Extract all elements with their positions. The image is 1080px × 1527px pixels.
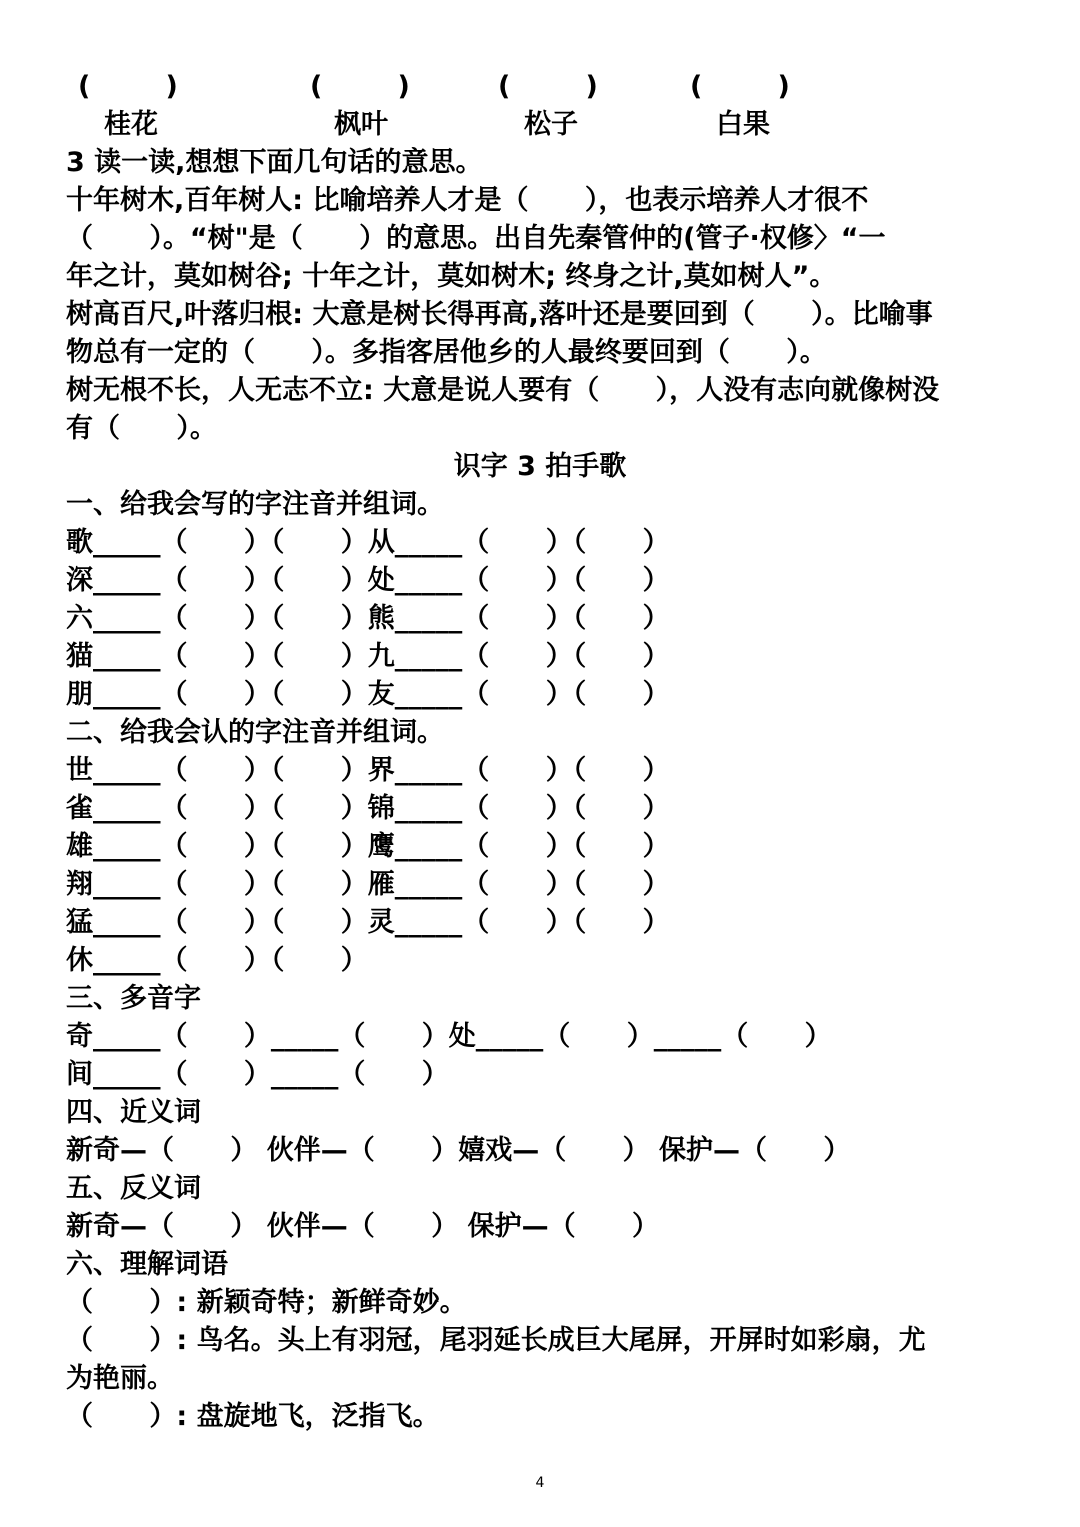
section-heading: 五、反义词 [66,1173,201,1204]
blank-parens: ( ) [78,71,178,102]
word-label: 松子 [524,109,578,140]
text-line: 为艳丽。 [66,1363,174,1394]
exercise-row: 猫_____（ ）（ ）九_____（ ）（ ） [66,641,670,672]
text-line: （ ）: 新颖奇特；新鲜奇妙。 [66,1287,467,1318]
exercise-row: 雀_____（ ）（ ）锦_____（ ）（ ） [66,793,670,824]
text-line: （ ）: 盘旋地飞，泛指飞。 [66,1401,440,1432]
exercise-row: 新奇—（ ） 伙伴—（ ）嬉戏—（ ） 保护—（ ） [66,1135,851,1166]
text-line: （ ）: 鸟名。头上有羽冠，尾羽延长成巨大尾屏，开屏时如彩扇，尤 [66,1325,926,1356]
section-heading: 四、近义词 [66,1097,201,1128]
page-number: 4 [535,1475,545,1491]
section-heading: 一、给我会写的字注音并组词。 [66,489,444,520]
text-line: （ ）。“树"是（ ）的意思。出自先秦管仲的(管子·权修〉“一 [66,223,886,254]
lesson-title: 识字 3 拍手歌 [453,451,627,482]
blank-parens: ( ) [310,71,410,102]
text-line: 十年树木,百年树人: 比喻培养人才是（ ），也表示培养人才很不 [66,185,869,216]
blank-parens: ( ) [690,71,790,102]
exercise-row: 奇_____（ ）_____（ ）处_____（ ）_____（ ） [66,1021,832,1052]
section-heading: 二、给我会认的字注音并组词。 [66,717,444,748]
text-line: 年之计，莫如树谷; 十年之计，莫如树木; 终身之计,莫如树人”。 [66,261,837,292]
text-line: 树无根不长，人无志不立: 大意是说人要有（ ），人没有志向就像树没 [66,375,940,406]
word-label: 桂花 [104,109,158,140]
text-line: 物总有一定的（ ）。多指客居他乡的人最终要回到（ ）。 [66,337,827,368]
section-heading: 三、多音字 [66,983,201,1014]
exercise-row: 歌_____（ ）（ ）从_____（ ）（ ） [66,527,670,558]
exercise-row: 新奇—（ ） 伙伴—（ ） 保护—（ ） [66,1211,659,1242]
word-label: 枫叶 [334,109,388,140]
reading-heading: 3 读一读,想想下面几句话的意思。 [66,147,483,178]
exercise-row: 六_____（ ）（ ）熊_____（ ）（ ） [66,603,670,634]
exercise-row: 世_____（ ）（ ）界_____（ ）（ ） [66,755,670,786]
exercise-row: 休_____（ ）（ ） [66,945,368,976]
exercise-row: 深_____（ ）（ ）处_____（ ）（ ） [66,565,670,596]
exercise-row: 雄_____（ ）（ ）鹰_____（ ）（ ） [66,831,670,862]
word-label: 白果 [716,109,770,140]
text-line: 有（ ）。 [66,413,217,444]
exercise-row: 翔_____（ ）（ ）雁_____（ ）（ ） [66,869,670,900]
exercise-row: 猛_____（ ）（ ）灵_____（ ）（ ） [66,907,670,938]
exercise-row: 间_____（ ）_____（ ） [66,1059,449,1090]
exercise-row: 朋_____（ ）（ ）友_____（ ）（ ） [66,679,670,710]
text-line: 树高百尺,叶落归根: 大意是树长得再高,落叶还是要回到（ ）。比喻事 [66,299,933,330]
blank-parens: ( ) [498,71,598,102]
section-heading: 六、理解词语 [66,1249,228,1280]
